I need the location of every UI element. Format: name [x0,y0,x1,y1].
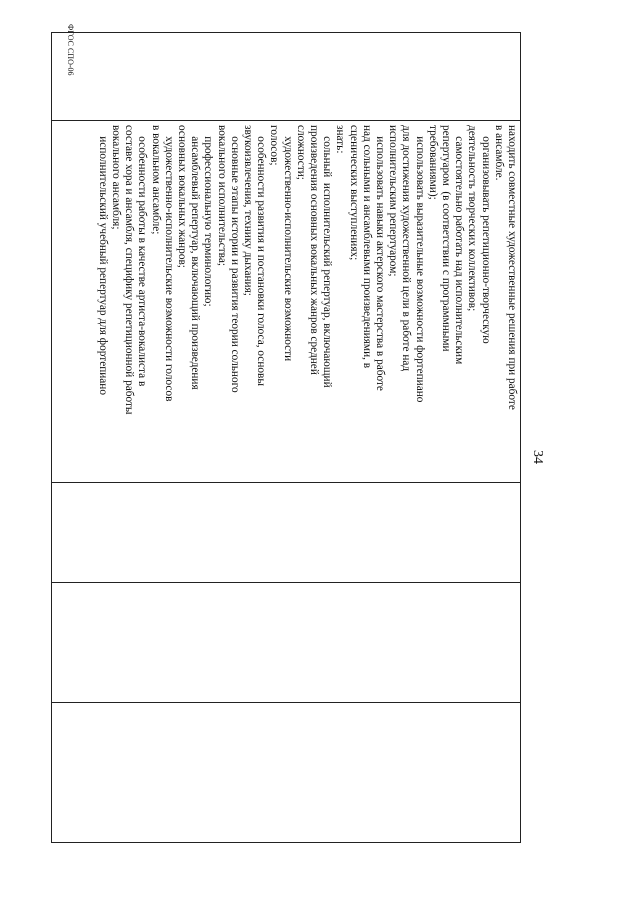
table-cell-empty [52,583,521,703]
table-cell-empty [52,703,521,843]
text-line: профессиональную терминологию; [202,125,215,307]
text-line: в вокальном ансамбле; [149,125,162,235]
text-line: ансамблевый репертуар, включающий произведения [189,125,202,390]
text-line: использовать выразительные возможности фортепиано [413,125,426,403]
text-line: особенности работы в качестве артиста-вокалиста в [136,125,149,387]
text-line: в ансамбле. [492,125,505,181]
text-line: особенности развития и постановки голоса, основы [255,125,268,386]
footer-label: ФГОС СПО-06 [66,24,75,76]
text-line: исполнительский учебный репертуар для фортепиано [96,125,109,396]
text-line: художественно-исполнительские возможности [281,125,294,362]
text-line: основные этапы истории и развития теории сольного [228,125,241,393]
text-line: требованиями); [426,125,439,200]
page-number: 34 [530,450,545,464]
text-line: самостоятельно работать над исполнительским [453,125,466,365]
table-cell-text [52,121,521,483]
text-line: основных вокальных жанров; [175,125,188,268]
table-cell-empty [52,483,521,583]
text-line: организовывать репетиционно-творческую [479,125,492,344]
text-line: вокального ансамбля; [109,125,122,230]
text-line: звукоизвлечения, технику дыхания; [241,125,254,296]
text-line: находить совместные художественные решения при работе [506,125,518,410]
text-line: над сольными и ансамблевыми произведениями, в [360,125,373,369]
text-line: знать: [334,125,347,154]
text-line: сценических выступлениях; [347,125,360,261]
text-line: вокального исполнительства; [215,125,228,267]
table-row [52,33,521,843]
text-line: голосов; [268,125,281,166]
text-line: составе хора и ансамбля, специфику репетиционной работы [123,125,136,415]
text-line: художественно-исполнительские возможности голосов [162,125,175,402]
text-line: исполнительским репертуаром; [387,125,400,277]
text-line: репертуаром (в соответствии с программными [439,125,452,352]
competency-table [51,32,521,843]
rotated-page [65,24,545,842]
text-line: произведения основных вокальных жанров средней [307,125,320,375]
text-line: сложности; [294,125,307,180]
text-line: использовать навыки актерского мастерства в работе [373,125,386,391]
text-line: сольный исполнительский репертуар, включающий [321,125,334,388]
cell-text [96,121,521,482]
text-line: деятельность творческих коллективов; [466,125,479,312]
text-line: для достижения художественной цели в работе над [400,125,413,372]
table-cell-empty [52,33,521,121]
